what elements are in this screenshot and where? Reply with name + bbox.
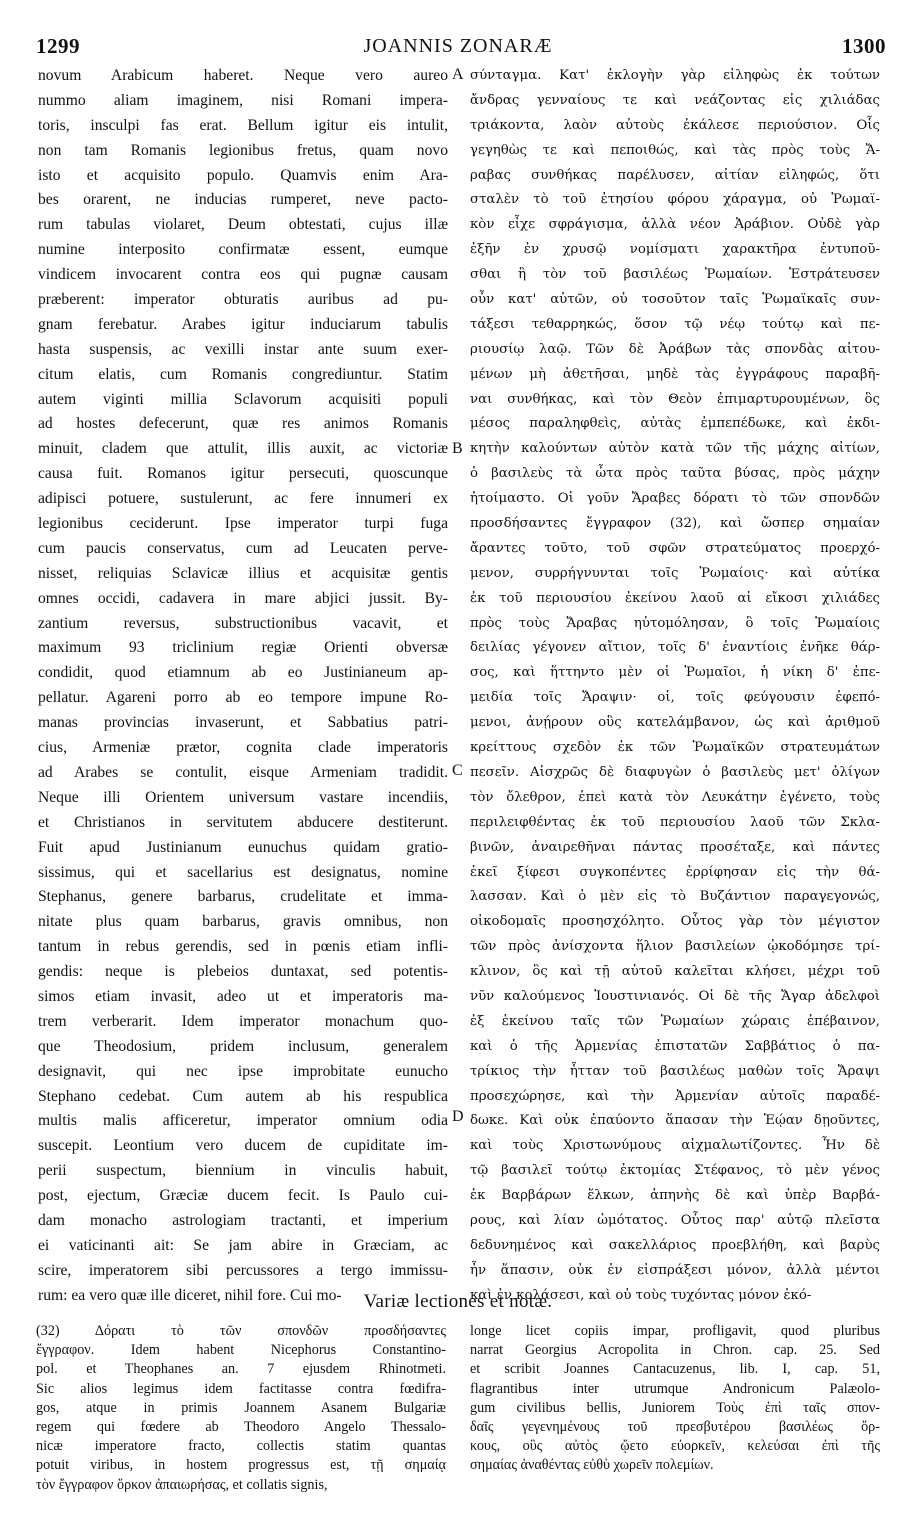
latin-text-line: vindicem invocarent contra eos qui pugnæ causam [38,266,448,284]
latin-text-line: trem verberarit. Idem imperator monachum quo- [38,1012,448,1030]
latin-text-line: Stephanus, genere barbarus, crudelitate et imma- [38,888,448,906]
greek-text-line: κλινον, ὃς καὶ τῇ αὐτοῦ καλεῖται κλήσει, μέχρι τοῦ [470,964,880,980]
greek-text-line: καὶ ἐν κολάσεσι, καὶ οὐ τοὺς τυχόντας μόνον ἐκό- [470,1287,812,1303]
latin-text-line: omnes occidi, cadavera in mare abjici jussit. By- [38,589,448,607]
latin-text-line: novum Arabicum haberet. Neque vero aureo [38,67,448,84]
greek-text-line: ἐκ τοῦ περιουσίου ἐκείνου λαοῦ αἱ εἴκοσι χιλιάδες [470,590,880,606]
note-line: ἔγγραφον. Idem habent Nicephorus Constantino- [36,1342,446,1359]
note-line: κους, οὓς αὐτὸς ᾤετο εὐορκεῖν, κελεύσαι ἐπὶ τῆς [470,1438,880,1455]
latin-text-line: Fuit apud Justinianum eunuchus quidam gratio- [38,838,448,856]
latin-text-line: nummo aliam imaginem, nisi Romani impera- [38,91,448,109]
latin-text-line: et Christianos in servitutem abducere destiterunt. [38,813,448,831]
greek-text-line: σος, καὶ ἥττηντο μὲν οἱ Ῥωμαῖοι, ἡ νίκη δ' ἐπε- [470,665,880,681]
greek-text-line: ἡτοίμαστο. Οἱ γοῦν Ἄραβες δόρατι τὸ τῶν σπονδῶν [470,491,880,507]
latin-text-line: causa fuit. Romanos igitur persecuti, quoscunque [38,465,448,483]
greek-column [470,64,880,1309]
note-line: gos, atque in primis Joannem Asanem Bulgariæ [36,1399,446,1416]
latin-text-line: cum paucis conservatus, cum ad Leucaten perve- [38,539,448,557]
latin-text-line: gendis: neque is plebeios duntaxat, sed potentis- [38,963,448,981]
latin-text-line: maximum 93 triclinium regiæ Orienti obversæ [38,639,448,657]
notes-heading: Variæ lectiones et notæ. [363,1291,553,1312]
latin-text-line: hasta suspensis, ac vexilli instar ante suum exer- [38,340,448,358]
page-title: JOANNIS ZONARÆ [363,35,553,57]
latin-text-line: ad Arabes se contulit, eisque Armeniam tradidit. [38,763,448,781]
greek-text-line: μενοι, ἀνῄρουν οὓς κατελάμβανον, ὡς καὶ ἀριθμοῦ [470,715,880,731]
greek-text-line: ραβας συνθήκας παρέλυσεν, αἰτίαν εἰληφώς, ὅτι [470,167,880,183]
latin-text-line: zantium reversus, substructionibus vacavit, et [38,614,448,632]
latin-text-line: simos etiam invasit, adeo ut et imperatoris ma- [38,987,448,1005]
note-line: gum civilibus bellis, Juniorem Τοὺς ἐπὶ ταῖς σπον- [470,1399,880,1416]
latin-text-line: toris, insculpi fas erat. Bellum igitur eis intulit, [38,116,448,134]
greek-text-line: πρὸς τοὺς Ἄραβας ηὐτομόλησαν, ὃ τοῖς Ῥωμαίοις [470,615,880,631]
note-line: σημαίας ἀναθέντας εὐθὺ χωρεῖν πολεμίων. [470,1457,714,1474]
latin-text-line: adipisci potuere, sustulerunt, ac fere innumeri ex [38,490,448,508]
latin-text-line: nisset, reliquias Sclavicæ illius et acquisitæ gentis [38,564,448,582]
notes-right-column [470,1322,880,1476]
latin-text-line: manas provincias invaserunt, et Sabbatius patri- [38,714,448,732]
greek-text-line: βινῶν, ἀναιρεθῆναι πάντας προσέταξε, καὶ πάντες [470,839,880,855]
greek-text-line: γεγηθὼς τε καὶ πεποιθώς, καὶ τὰς πρὸς τοὺς Ἄ- [470,142,880,158]
note-line: potuit viribus, in hostem progressus est, τῇ σημαίᾳ [36,1457,446,1474]
greek-text-line: ἦν ἅπασιν, οὐκ ἐν εἰσπράξεσι μόνον, ἀλλὰ μέντοι [470,1262,880,1278]
greek-text-line: μειδία τοῖς Ἄραψιν· οἱ, τοῖς φεύγουσιν ἐφεπό- [470,690,880,706]
greek-text-line: ἄνδρας γενναίους τε καὶ νεάζοντας εἰς χιλιάδας [470,92,880,108]
latin-text-line: Stephano cedebat. Cum autem ab his respublica [38,1087,448,1105]
latin-text-line: pellatur. Agareni porro ab eo tempore impune Ro- [38,689,448,707]
greek-text-line: ἐξ ἐκείνου ταῖς τῶν Ῥωμαίων χώραις ἐπέβαινον, [470,1013,880,1029]
greek-text-line: προσδήσαντες ἔγγραφον (32), καὶ ὥσπερ σημαίαν [470,516,880,532]
page-number-left: 1299 [36,34,80,58]
latin-text-line: ad hostes defecerunt, quæ res animos Romanis [38,415,448,433]
greek-text-line: ἐκεῖ ξίφεσι συγκοπέντες ἐρρίφησαν εἰς τὴν θά- [470,864,880,880]
greek-text-line: μέσος παραληφθεὶς, αὐτὰς ἐμπεπέδωκε, καὶ ἐκδι- [470,416,880,432]
note-line: regem qui fœdere ab Theodoro Angelo Thessalo- [36,1418,446,1435]
latin-text-line: multis malis afficeretur, imperator omnium odia [38,1112,448,1130]
latin-text-line: legionibus ceciderunt. Ipse imperator turpi fuga [38,515,448,533]
greek-text-line: δεδυνημένος καὶ σακελλάριος προεβλήθη, καὶ βαρὺς [470,1237,880,1253]
latin-text-line: nitate plus quam barbarus, gravis omnibus, non [38,913,448,931]
greek-text-line: τάξεσι τεθαρρηκώς, ὅσον τῷ νέῳ τούτῳ καὶ πε- [470,316,880,332]
latin-text-line: scire, imperatorem sibi percussores a tergo immissu- [38,1261,448,1279]
note-line: Sic alios legimus idem factitasse contra fœdifra- [36,1380,446,1397]
greek-text-line: λασσαν. Καὶ ὁ μὲν εἰς τὸ Βυζάντιον παραγεγονώς, [470,889,880,905]
greek-text-line: ἐξῆν ἐν χρυσῷ νομίσματι χαρακτῆρα ἐντυποῦ- [470,242,880,258]
latin-text-line: Neque illi Orientem universum vastare incendiis, [38,788,448,806]
greek-text-line: προσεχώρησε, καὶ τὴν Ἀρμενίαν αὐτοῖς παραδέ- [470,1088,880,1104]
latin-text-line: rum tabulas violaret, Deum obtestati, cujus illæ [38,216,448,234]
greek-text-line: πεσεῖν. Αἰσχρῶς δὲ διαφυγὼν ὁ βασιλεὺς μετ' ὀλίγων [470,764,880,780]
latin-text-line: condidit, quod etiamnum ab eo Justinianeum ap- [38,664,448,682]
greek-text-line: σθαι ἢ τὸν τοῦ βασιλέως Ῥωμαίων. Ἐστράτευσεν [470,267,880,283]
latin-text-line: que Theodosium, pridem inclusum, generalem [38,1037,448,1055]
page-number-right: 1300 [842,34,886,58]
latin-text-line: perii suspectum, biennium in vinculis habuit, [38,1162,448,1180]
greek-text-line: ναι συνθήκας, καὶ τὸν Θεὸν ἐπιμαρτυρουμένων, ὃς [470,391,880,407]
latin-text-line: designavit, qui nec ipse improbitate eunucho [38,1062,448,1080]
latin-text-line: tantum in rebus gerendis, sed in pœnis etiam infli- [38,938,448,956]
latin-text-line: præberent: imperator obturatis auribus ad pu- [38,291,448,309]
greek-text-line: δωκε. Καὶ οὐκ ἐπαύοντο ἅπασαν τὴν Ἑῴαν δῃοῦντες, [470,1113,880,1129]
greek-text-line: μενον, συρρήγνυνται τοῖς Ῥωμαίοις· καὶ αὐτίκα [470,565,880,581]
latin-text-line: sissimus, qui et sacellarius est designatus, nomine [38,863,448,881]
greek-text-line: σταλὲν τὸ τοῦ ἐτησίου φόρου χάραγμα, οὐ Ῥωμαϊ- [470,192,880,208]
greek-text-line: καὶ ὁ τῆς Ἀρμενίας ἐπιστατῶν Σαββάτιος ὁ πα- [470,1038,880,1054]
greek-text-line: ρους, καὶ λίαν ὠμότατος. Οὗτος παρ' αὐτῷ πλεῖστα [470,1212,880,1228]
greek-text-line: τῶν πρὸς ἀνίσχοντα ἥλιον βασιλείων ᾠκοδόμησε τρί- [470,939,880,955]
greek-text-line: ἄραντες τοῦτο, τοῦ σφῶν στρατεύματος προερχό- [470,540,880,556]
greek-text-line: κρείττους σχεδὸν ἐκ τῶν Ῥωμαϊκῶν στρατευμάτων [470,740,880,756]
greek-text-line: δειλίας γέγονεν αἴτιον, τοῖς δ' ἐναντίοις ἐνῆκε θάρ- [470,640,880,656]
note-line: et scribit Joannes Cantacuzenus, lib. I, cap. 51, [470,1361,880,1378]
greek-text-line: σύνταγμα. Κατ' ἐκλογὴν γὰρ εἰληφὼς ἐκ τούτων [470,68,880,83]
running-head [30,34,886,58]
latin-text-line: dam monacho astrologiam tractanti, et imperium [38,1211,448,1229]
latin-text-line: bes orarent, ne inducias rumperet, neve pacto- [38,191,448,209]
latin-text-line: numine interposito confirmatæ essent, eumque [38,241,448,259]
greek-text-line: τριάκοντα, λαὸν αὐτοὺς ἐκάλεσε περιούσιον. Οἷς [470,117,880,133]
latin-text-line: cius, Armeniæ prætor, cognita clade imperatoris [38,739,448,757]
latin-text-line: isto et acquisito populo. Quamvis enim Ara- [38,166,448,184]
greek-text-line: περιλειφθέντας ἐκ τοῦ περιουσίου λαοῦ τῶν Σκλα- [470,814,880,830]
greek-text-line: οἰκοδομαῖς προσησχόλητο. Οὗτος γὰρ τὸν μέγιστον [470,914,880,930]
note-line: τὸν ἔγγραφον ὅρκον ἀπαιωρήσας, et collatis signis, [36,1476,328,1493]
note-line: narrat Georgius Acropolita in Chron. cap. 25. Sed [470,1342,880,1359]
greek-text-line: τῷ βασιλεῖ τούτῳ ἐκτομίας Στέφανος, τὸ μὲν γένος [470,1163,880,1179]
latin-text-line: minuit, cladem que attulit, illis auxit, ac victoriæ [38,440,448,458]
latin-text-line: suscepit. Leontium vero ducem de cupiditate im- [38,1137,448,1155]
note-line: pol. et Theophanes an. 7 ejusdem Rhinotmeti. [36,1361,446,1378]
greek-text-line: ὁ βασιλεὺς τὰ ὦτα πρὸς ταῦτα βύσας, πρὸς μάχην [470,466,880,482]
latin-text-line: ei vaticinanti ait: Se jam abire in Græciam, ac [38,1236,448,1254]
latin-column [38,64,448,1309]
latin-text-line: gnam ferebatur. Arabes igitur induciarum tabulis [38,315,448,333]
greek-text-line: τρίκιος τὴν ἧτταν τοῦ βασιλέως μαθὼν τοῖς Ἄραψι [470,1063,880,1079]
latin-text-line: autem viginti millia Sclavorum acquisiti populi [38,390,448,408]
greek-text-line: κὸν εἶχε σφράγισμα, ἀλλὰ νέον Ἀράβιον. Οὐδὲ γὰρ [470,217,880,233]
note-line: flagrantibus inter utrumque Andronicum Palæolo- [470,1380,880,1397]
margin-letter-d: D [452,1108,464,1125]
greek-text-line: τὸν ὄλεθρον, ἐπεὶ κατὰ τὸν Λευκάτην ἐγένετο, τοὺς [470,789,880,805]
margin-letter-a: A [452,66,464,83]
latin-text-line: rum: ea vero quæ ille diceret, nihil fore. Cui mo- [38,1286,342,1304]
note-line: nicæ imperatore fracto, collectis statim quantas [36,1438,446,1455]
greek-text-line: ριουσίῳ λαῷ. Τῶν δὲ Ἀράβων τὰς σπονδὰς αἰτου- [470,341,880,357]
latin-text-line: post, ejectum, Græciæ ducem fecit. Is Paulo cui- [38,1187,448,1205]
greek-text-line: οὖν κατ' αὐτῶν, οὐ τοσοῦτον ταῖς Ῥωμαϊκαῖς συν- [470,292,880,308]
latin-text-line: non tam Romanis legionibus fretus, quam novo [38,141,448,159]
margin-letter-c: C [452,762,463,779]
note-line: longe licet copiis impar, profligavit, quod pluribus [470,1323,880,1339]
greek-text-line: κητὴν καλούντων αὐτὸν κατὰ τῶν τῆς μάχης αἰτίων, [470,441,880,457]
greek-text-line: μένων μὴ ἀθετῆσαι, μηδὲ τὰς ἐγγράφους παραβῆ- [470,366,880,382]
greek-text-line: ἐκ Βαρβάρων ἕλκων, ἀπηνὴς δὲ καὶ ὑπὲρ Βαρβά- [470,1188,880,1204]
note-line: (32) Δόρατι τὸ τῶν σπονδῶν προσδήσαντες [36,1323,446,1339]
latin-text-line: citum elatis, cum Romanis congrediuntur. Statim [38,365,448,383]
margin-letter-b: B [452,440,463,457]
note-line: δαῖς γεγενημένους τοῦ πρεσβυτέρου βασιλέως ὅρ- [470,1418,880,1435]
notes-left-column [36,1322,446,1495]
greek-text-line: νῦν καλούμενος Ἰουστινιανός. Οἱ δὲ τῆς Ἄγαρ ἀδελφοὶ [470,988,880,1004]
greek-text-line: καὶ τοὺς Χριστωνύμους αἰχμαλωτίζοντες. Ἦν δὲ [470,1138,880,1154]
